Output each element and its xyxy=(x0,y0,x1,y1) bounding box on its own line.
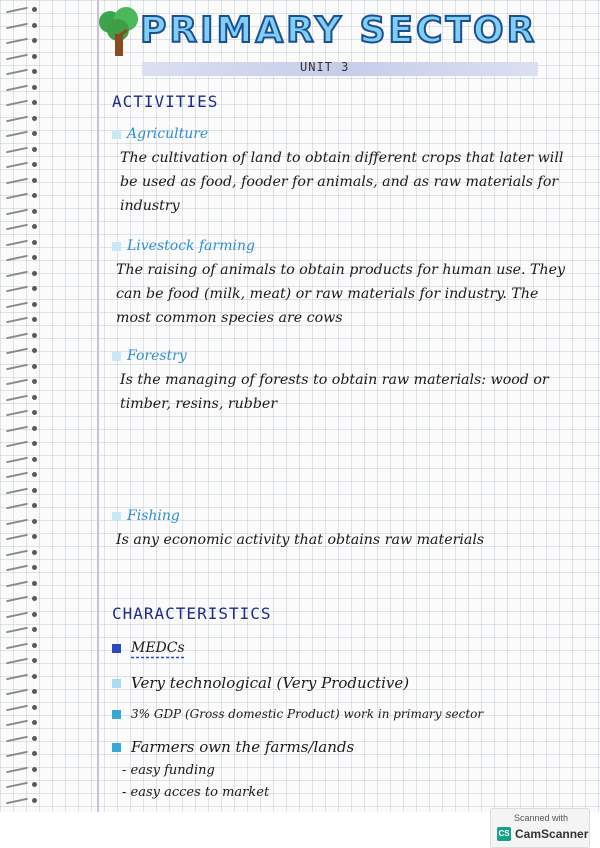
square-bullet-icon xyxy=(112,743,121,752)
binding-ring xyxy=(6,673,36,682)
square-bullet-icon xyxy=(112,352,121,361)
agriculture-text: The cultivation of land to obtain different crops that later will be used as food, fooder for animals, and as raw materials for industry xyxy=(120,150,564,214)
binding-ring xyxy=(6,316,36,325)
binding-ring xyxy=(6,471,36,480)
unit-label: UNIT 3 xyxy=(300,60,350,74)
binding-ring xyxy=(6,146,36,155)
binding-ring xyxy=(6,657,36,666)
binding-ring xyxy=(6,580,36,589)
binding-ring xyxy=(6,84,36,93)
characteristic-gdp xyxy=(112,707,483,721)
characteristic-text: MEDCs xyxy=(131,640,185,656)
binding-ring xyxy=(6,626,36,635)
binding-ring xyxy=(6,239,36,248)
binding-ring xyxy=(6,99,36,108)
binding-ring xyxy=(6,533,36,542)
livestock-text: The raising of animals to obtain products for human use. They can be food (milk, meat) or raw materials for industry. The most common species are cows xyxy=(116,262,566,326)
characteristic-text: Very technological (Very Productive) xyxy=(131,674,410,692)
binding-ring xyxy=(6,22,36,31)
fishing-heading xyxy=(112,508,180,524)
watermark-name: CamScanner xyxy=(515,827,589,841)
binding-ring xyxy=(6,130,36,139)
livestock-heading xyxy=(112,238,255,254)
forestry-label: Forestry xyxy=(127,348,187,364)
binding-ring xyxy=(6,301,36,310)
binding-ring xyxy=(6,766,36,775)
binding-ring xyxy=(6,6,36,15)
margin-line xyxy=(97,0,99,812)
binding-ring xyxy=(6,37,36,46)
binding-ring xyxy=(6,363,36,372)
binding-ring xyxy=(6,456,36,465)
binding-ring xyxy=(6,208,36,217)
binding-ring xyxy=(6,53,36,62)
characteristic-text: 3% GDP (Gross domestic Product) work in primary sector xyxy=(131,707,484,721)
square-bullet-icon xyxy=(112,644,121,653)
square-bullet-icon xyxy=(112,679,121,688)
characteristic-farmers xyxy=(112,738,354,756)
binding-ring xyxy=(6,564,36,573)
sub-point: - easy funding xyxy=(122,763,215,778)
livestock-label: Livestock farming xyxy=(127,238,255,254)
tree-icon xyxy=(96,6,142,58)
agriculture-heading xyxy=(112,126,208,142)
binding-ring xyxy=(6,285,36,294)
sub-point: - easy acces to market xyxy=(122,785,270,800)
spiral-binding xyxy=(0,0,44,812)
binding-ring xyxy=(6,115,36,124)
binding-ring xyxy=(6,378,36,387)
binding-ring xyxy=(6,797,36,806)
square-bullet-icon xyxy=(112,242,121,251)
square-bullet-icon xyxy=(112,710,121,719)
binding-ring xyxy=(6,332,36,341)
square-bullet-icon xyxy=(112,130,121,139)
binding-ring xyxy=(6,177,36,186)
binding-ring xyxy=(6,502,36,511)
page-title: PRIMARY SECTOR xyxy=(140,10,538,51)
binding-ring xyxy=(6,781,36,790)
binding-ring xyxy=(6,735,36,744)
binding-ring xyxy=(6,549,36,558)
binding-ring xyxy=(6,688,36,697)
binding-ring xyxy=(6,270,36,279)
binding-ring xyxy=(6,254,36,263)
binding-ring xyxy=(6,394,36,403)
characteristic-text: Farmers own the farms/lands xyxy=(131,738,355,756)
binding-ring xyxy=(6,750,36,759)
camscanner-logo-icon: CS xyxy=(497,827,511,841)
square-bullet-icon xyxy=(112,512,121,521)
binding-ring xyxy=(6,611,36,620)
binding-ring xyxy=(6,440,36,449)
binding-ring xyxy=(6,161,36,170)
binding-ring xyxy=(6,68,36,77)
binding-ring xyxy=(6,704,36,713)
binding-ring xyxy=(6,518,36,527)
fishing-label: Fishing xyxy=(127,508,180,524)
binding-ring xyxy=(6,347,36,356)
activities-heading: ACTIVITIES xyxy=(112,92,219,111)
agriculture-label: Agriculture xyxy=(127,126,209,142)
watermark-caption: Scanned with xyxy=(513,813,569,823)
characteristic-technological xyxy=(112,674,409,692)
characteristic-medcs xyxy=(112,640,185,656)
binding-ring xyxy=(6,642,36,651)
binding-ring xyxy=(6,409,36,418)
binding-ring xyxy=(6,192,36,201)
binding-ring xyxy=(6,487,36,496)
camscanner-watermark xyxy=(490,808,590,848)
forestry-heading xyxy=(112,348,187,364)
binding-ring xyxy=(6,719,36,728)
binding-ring xyxy=(6,425,36,434)
binding-ring xyxy=(6,223,36,232)
characteristics-heading: CHARACTERISTICS xyxy=(112,604,272,623)
watermark-brand xyxy=(497,827,588,841)
fishing-text: Is any economic activity that obtains raw materials xyxy=(116,532,485,548)
forestry-text: Is the managing of forests to obtain raw materials: wood or timber, resins, rubber xyxy=(120,372,549,412)
binding-ring xyxy=(6,595,36,604)
